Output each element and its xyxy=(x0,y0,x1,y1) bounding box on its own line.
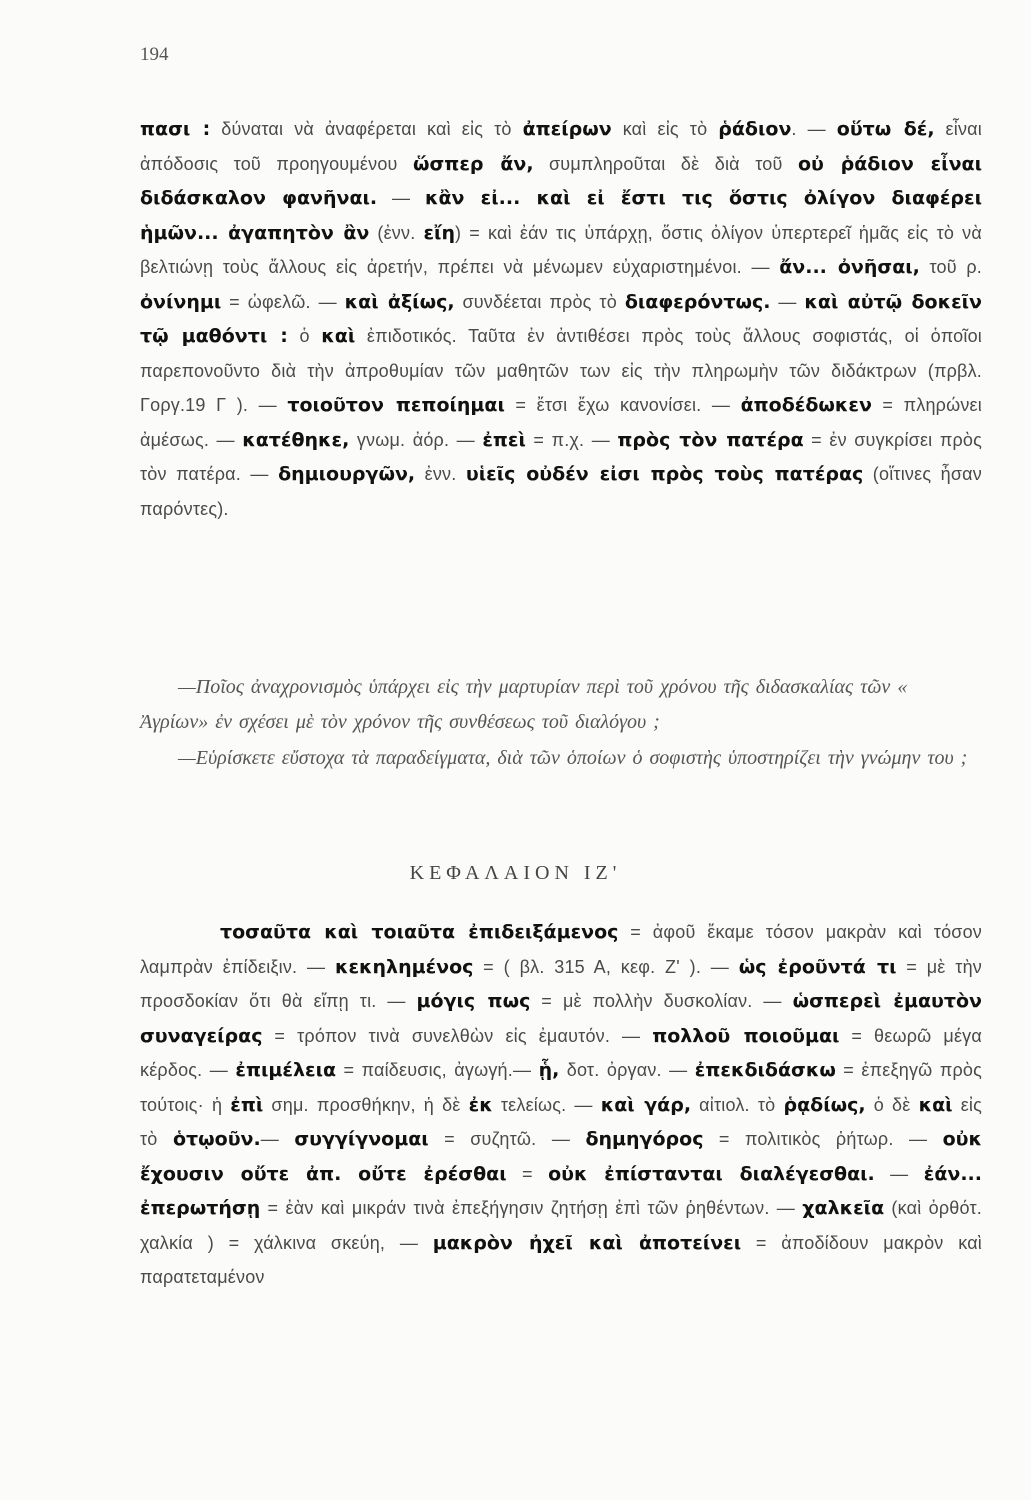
chapter-gloss: = θεωρῶ μέγα κέρδος. — xyxy=(140,1025,982,1080)
chapter-gloss: εἰς τὸ xyxy=(140,1094,982,1149)
commentary-lemma: καὶ αὐτῷ δοκεῖν τῷ μαθόντι : xyxy=(140,290,982,347)
chapter-gloss: σημ. προσθήκην, ἡ δὲ xyxy=(263,1094,469,1115)
chapter-gloss: = πολιτικὸς ῥήτωρ. — xyxy=(703,1129,943,1149)
chapter-paragraph xyxy=(140,915,982,1295)
chapter-gloss: ὁ δὲ xyxy=(865,1094,919,1115)
chapter-lemma: οὐκ ἔχουσιν οὔτε ἀπ. οὔτε ἐρέσθαι xyxy=(140,1128,982,1185)
chapter-gloss: = μὲ πολλὴν δυσκολίαν. — xyxy=(530,991,793,1011)
chapter-gloss: αἰτιολ. τὸ xyxy=(691,1094,784,1115)
commentary-lemma: ὥσπερ ἄν, xyxy=(413,152,534,175)
chapter-gloss: — xyxy=(260,1129,295,1149)
chapter-gloss: = τρόπον τινὰ συνελθὼν εἰς ἐμαυτόν. — xyxy=(262,1025,653,1046)
commentary-paragraph xyxy=(140,112,982,526)
chapter-lemma: ἐάν... ἐπερωτήσῃ xyxy=(140,1162,982,1219)
commentary-lemma: ἀποδέδωκεν xyxy=(740,394,872,416)
chapter-lemma: μόγις πως xyxy=(416,990,531,1012)
commentary-gloss: ) = καὶ ἐάν τις ὑπάρχῃ, ὅστις ὀλίγον ὑπερτερεῖ ἡμᾶς εἰς τὸ νὰ βελτιώνῃ τοὺς ἄλλους εἰς ἀρετήν, πρέπει νὰ μένωμεν εὐχαριστημένοι. — xyxy=(140,222,982,277)
commentary-section xyxy=(140,112,982,526)
commentary-gloss: = ἐν συγκρίσει πρὸς τὸν πατέρα. — xyxy=(140,429,982,484)
commentary-lemma: υἱεῖς οὐδέν εἰσι πρὸς τοὺς πατέρας xyxy=(465,463,864,485)
commentary-lemma: πασι : xyxy=(140,118,211,140)
chapter-lemma: ὡς ἐροῦντά τι xyxy=(738,955,897,978)
commentary-lemma: οὕτω δέ, xyxy=(836,118,935,140)
commentary-lemma: εἴη xyxy=(423,221,455,244)
chapter-gloss: (καὶ ὀρθότ. χαλκία ) = χάλκινα σκεύη, — xyxy=(140,1198,982,1253)
commentary-lemma: πρὸς τὸν πατέρα xyxy=(617,428,804,451)
question-2: —Εὑρίσκετε εὔστοχα τὰ παραδείγματα, διὰ τῶν ὁποίων ὁ σοφιστὴς ὑποστηρίζει τὴν γνώμην του ; xyxy=(178,747,968,769)
chapter-lemma: κεκηλημένος xyxy=(334,955,474,978)
commentary-lemma: κἂν εἰ... καὶ εἰ ἔστι τις ὅστις ὀλίγον διαφέρει ἡμῶν... ἀγαπητὸν ἂν xyxy=(140,187,983,244)
chapter-lemma: χαλκεῖα xyxy=(802,1197,885,1219)
commentary-gloss: εἶναι ἀπόδοσις τοῦ προηγουμένου xyxy=(140,119,982,174)
chapter-gloss: = ἐὰν καὶ μικράν τινὰ ἐπεξήγησιν ζητήσῃ ἐπὶ τῶν ῥηθέντων. — xyxy=(260,1198,803,1218)
commentary-lemma: δημιουργῶν, xyxy=(278,463,416,485)
chapter-lemma: ἐκ xyxy=(468,1093,493,1116)
commentary-lemma: ἄν... ὀνῆσαι, xyxy=(779,256,920,278)
chapter-gloss: = παίδευσις, ἀγωγή.— xyxy=(336,1060,539,1080)
chapter-gloss: = συζητῶ. — xyxy=(428,1129,586,1149)
chapter-lemma: πολλοῦ ποιοῦμαι xyxy=(652,1024,840,1047)
commentary-gloss: ἐπιδοτικός. Ταῦτα ἐν ἀντιθέσει πρὸς τοὺς ἄλλους σοφιστάς, οἱ ὁποῖοι παρεπονοῦντο διὰ τὴν ἀπροθυμίαν τῶν μαθητῶν των εἰς τὴν πληρωμὴν τῶν διδάκτρων (πρβλ. Γοργ.19 Γ ). — xyxy=(140,326,982,415)
chapter-commentary xyxy=(140,915,982,1295)
commentary-gloss: καὶ εἰς τὸ xyxy=(611,119,719,139)
chapter-lemma: καὶ γάρ, xyxy=(600,1093,692,1116)
commentary-lemma: ῥάδιον xyxy=(718,118,792,140)
chapter-lemma: μακρὸν ἠχεῖ καὶ ἀποτείνει xyxy=(432,1231,742,1254)
commentary-gloss: (ἐνν. xyxy=(369,222,424,243)
commentary-gloss: = π.χ. — xyxy=(525,429,618,450)
chapter-gloss: δοτ. ὀργαν. — xyxy=(559,1060,695,1080)
chapter-lemma: ἐπιμέλεια xyxy=(235,1059,337,1081)
chapter-lemma: συγγίγνομαι xyxy=(294,1128,429,1150)
commentary-lemma: καὶ ἀξίως, xyxy=(344,290,455,313)
chapter-gloss: — xyxy=(874,1163,924,1184)
commentary-gloss: γνωμ. ἀόρ. — xyxy=(349,429,483,450)
commentary-lemma: οὐ ῥάδιον εἶναι διδάσκαλον φανῆναι. xyxy=(140,152,982,209)
commentary-gloss: δύναται νὰ ἀναφέρεται καὶ εἰς τὸ xyxy=(210,119,523,139)
commentary-gloss: ὁ xyxy=(287,326,322,346)
chapter-lemma: τοσαῦτα καὶ τοιαῦτα ἐπιδειξάμενος xyxy=(220,921,619,943)
commentary-gloss: = πληρώνει ἀμέσως. — xyxy=(140,395,982,450)
chapter-lemma: ῥᾳδίως, xyxy=(783,1093,866,1116)
chapter-gloss: = ἀφοῦ ἔκαμε τόσον μακρὰν καὶ τόσον λαμπρὰν ἐπίδειξιν. — xyxy=(140,922,982,977)
chapter-lemma: ἐπὶ xyxy=(230,1093,264,1116)
chapter-lemma: οὐκ ἐπίστανται διαλέγεσθαι. xyxy=(548,1162,875,1185)
chapter-gloss: = xyxy=(506,1163,549,1184)
chapter-gloss: = ἀποδίδουν μακρὸν καὶ παρατεταμένον xyxy=(140,1232,982,1287)
commentary-gloss: συνδέεται πρὸς τὸ xyxy=(454,291,625,312)
chapter-gloss: = ἐπεξηγῶ πρὸς τούτοις· ἡ xyxy=(140,1060,982,1115)
commentary-gloss: — xyxy=(770,291,805,312)
chapter-gloss: τελείως. — xyxy=(492,1094,601,1115)
commentary-lemma: ὀνίνημι xyxy=(140,290,222,313)
chapter-lemma: δημηγόρος xyxy=(585,1128,704,1150)
chapter-lemma: ὁτῳοῦν. xyxy=(172,1128,261,1150)
chapter-lemma: ᾗ, xyxy=(538,1059,560,1081)
chapter-heading: ΚΕΦΑΛΑΙΟΝ ΙΖ' xyxy=(409,862,622,884)
commentary-lemma: καὶ xyxy=(321,325,356,347)
commentary-gloss: τοῦ ρ. xyxy=(919,257,982,277)
chapter-lemma: καὶ xyxy=(918,1093,953,1116)
chapter-lemma: ἐπεκδιδάσκω xyxy=(694,1059,836,1081)
commentary-lemma: κατέθηκε, xyxy=(242,428,350,451)
study-questions xyxy=(140,670,982,778)
page-number: 194 xyxy=(140,44,169,65)
commentary-gloss: ἐνν. xyxy=(415,464,466,484)
commentary-lemma: τοιοῦτον πεποίημαι xyxy=(287,394,505,416)
commentary-lemma: ἐπεὶ xyxy=(482,428,526,451)
commentary-gloss: — xyxy=(377,188,425,208)
commentary-lemma: διαφερόντως. xyxy=(624,290,771,313)
commentary-gloss: = ἔτσι ἔχω κανονίσει. — xyxy=(504,395,741,415)
commentary-gloss: συμπληροῦται δὲ διὰ τοῦ xyxy=(533,153,798,174)
question-1: —Ποῖος ἀναχρονισμὸς ὑπάρχει εἰς τὴν μαρτυρίαν περὶ τοῦ χρόνου τῆς διδασκαλίας τῶν « Ἀγρίων» ἐν σχέσει μὲ τὸν χρόνον τῆς συνθέσεως τοῦ διαλόγου ; xyxy=(140,676,908,733)
chapter-gloss: = μὲ τὴν προσδοκίαν ὅτι θὰ εἴπῃ τι. — xyxy=(140,956,982,1011)
commentary-gloss: . — xyxy=(791,119,837,139)
chapter-lemma: ὡσπερεὶ ἐμαυτὸν συναγείρας xyxy=(140,990,982,1047)
commentary-lemma: ἀπείρων xyxy=(522,118,612,140)
commentary-gloss: (οἵτινες ἦσαν παρόντες). xyxy=(140,464,982,519)
commentary-gloss: = ὠφελῶ. — xyxy=(221,291,345,312)
chapter-gloss: = ( βλ. 315 Α, κεφ. Ζ' ). — xyxy=(473,956,739,977)
